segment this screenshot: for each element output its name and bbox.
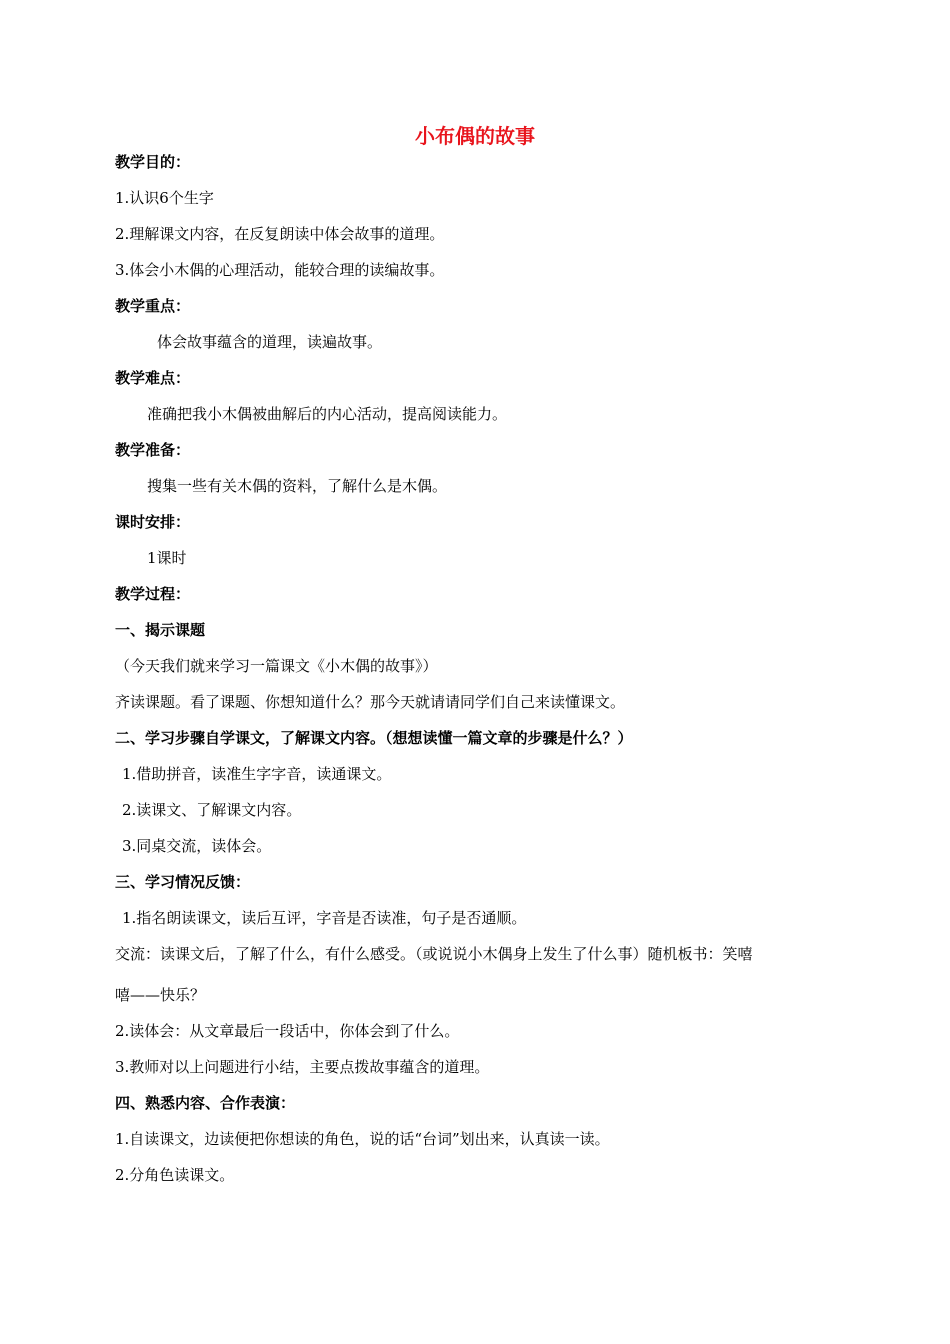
heading-process: 教学过程： bbox=[115, 585, 191, 603]
difficulties-text: 准确把我小木偶被曲解后的内心活动，提高阅读能力。 bbox=[147, 405, 508, 423]
list-item: 3.同桌交流，读体会。 bbox=[122, 837, 272, 855]
heading-key-points: 教学重点： bbox=[115, 297, 191, 315]
heading-objectives: 教学目的： bbox=[115, 153, 191, 171]
paragraph: 齐读课题。看了课题、你想知道什么？那今天就请请同学们自己来读懂课文。 bbox=[115, 693, 626, 711]
list-item: 2.分角色读课文。 bbox=[115, 1166, 235, 1184]
list-item: 1.指名朗读课文，读后互评，字音是否读准，句子是否通顺。 bbox=[122, 909, 527, 927]
section-heading-1: 一、揭示课题 bbox=[115, 621, 206, 639]
list-item: 3.教师对以上问题进行小结，主要点拨故事蕴含的道理。 bbox=[115, 1058, 490, 1076]
section-heading-2: 二、学习步骤自学课文，了解课文内容。（想想读懂一篇文章的步骤是什么？） bbox=[115, 729, 633, 747]
section-heading-4: 四、熟悉内容、合作表演： bbox=[115, 1094, 296, 1112]
objective-item: 1.认识6个生字 bbox=[115, 189, 214, 207]
paragraph-continuation: 嘻——快乐？ bbox=[115, 986, 206, 1004]
heading-difficulties: 教学难点： bbox=[115, 369, 191, 387]
document-title: 小布偶的故事 bbox=[415, 124, 535, 148]
paragraph: （今天我们就来学习一篇课文《小木偶的故事》） bbox=[115, 657, 438, 675]
preparation-text: 搜集一些有关木偶的资料，了解什么是木偶。 bbox=[147, 477, 448, 495]
list-item: 2.读课文、了解课文内容。 bbox=[122, 801, 302, 819]
heading-schedule: 课时安排： bbox=[115, 513, 191, 531]
key-points-text: 体会故事蕴含的道理，读遍故事。 bbox=[157, 333, 383, 351]
objective-item: 3.体会小木偶的心理活动，能较合理的读编故事。 bbox=[115, 261, 445, 279]
paragraph: 交流：读课文后，了解了什么，有什么感受。（或说说小木偶身上发生了什么事）随机板书：笑嘻 bbox=[115, 945, 753, 963]
section-heading-3: 三、学习情况反馈： bbox=[115, 873, 251, 891]
objective-item: 2.理解课文内容，在反复朗读中体会故事的道理。 bbox=[115, 225, 445, 243]
list-item: 2.读体会：从文章最后一段话中，你体会到了什么。 bbox=[115, 1022, 460, 1040]
list-item: 1.自读课文，边读便把你想读的角色，说的话“台词”划出来，认真读一读。 bbox=[115, 1130, 610, 1148]
heading-preparation: 教学准备： bbox=[115, 441, 191, 459]
schedule-text: 1课时 bbox=[147, 549, 187, 567]
list-item: 1.借助拼音，读准生字字音，读通课文。 bbox=[122, 765, 392, 783]
